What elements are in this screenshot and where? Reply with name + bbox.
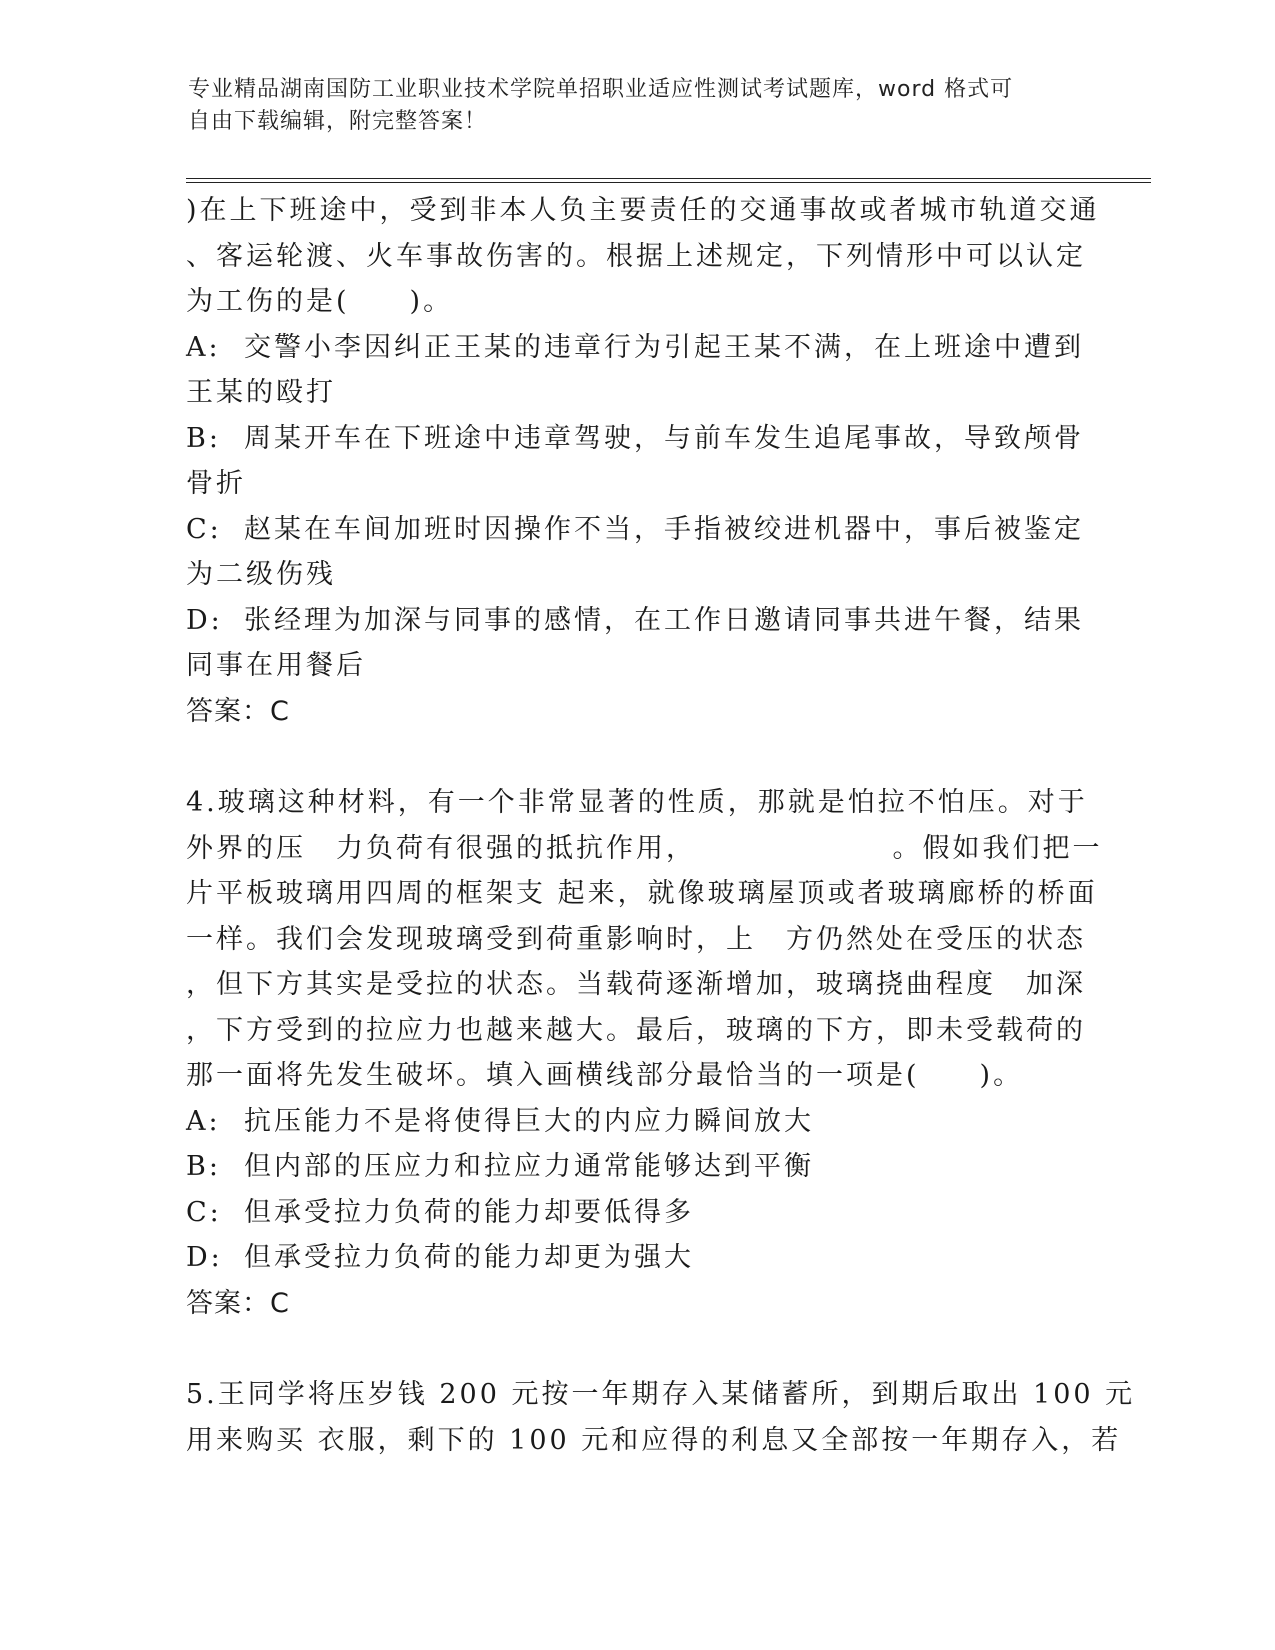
option-key: A: <box>186 1105 221 1137</box>
question-3 <box>186 188 1100 734</box>
page-header <box>188 74 1068 138</box>
question-4-option-c <box>186 1190 1086 1236</box>
question-4-stem-line: 片平板玻璃用四周的框架支 起来，就像玻璃屋顶或者玻璃廊桥的桥面 <box>186 878 1098 909</box>
question-5-stem-line: 用来购买 衣服，剩下的 100 元和应得的利息又全部按一年期存入，若 <box>186 1424 1122 1456</box>
header-divider-bottom <box>186 182 1151 183</box>
header-line-2: 自由下载编辑，附完整答案！ <box>188 109 488 134</box>
option-text: 但承受拉力负荷的能力却更为强大 <box>244 1242 694 1273</box>
question-3-option-d <box>186 598 1086 689</box>
option-text: 周某开车在下班途中违章驾驶，与前车发生追尾事故，导致颅骨 <box>244 422 1084 454</box>
page-content <box>186 188 1136 1463</box>
option-key: A: <box>186 331 221 363</box>
spacer <box>186 734 1086 780</box>
question-4-option-d <box>186 1235 1086 1281</box>
option-text: 但内部的压应力和拉应力通常能够达到平衡 <box>244 1151 814 1182</box>
question-4-stem-line: ，下方受到的拉应力也越来越大。最后，玻璃的下方，即未受载荷的 <box>186 1014 1086 1046</box>
option-text: 赵某在车间加班时因操作不当，手指被绞进机器中，事后被鉴定 <box>244 513 1084 545</box>
option-key: C: <box>186 513 222 545</box>
option-text-continued: 为二级伤残 <box>186 559 336 590</box>
question-3-option-a <box>186 325 1086 416</box>
option-text: 抗压能力不是将使得巨大的内应力瞬间放大 <box>244 1105 814 1137</box>
spacer <box>186 1326 1086 1372</box>
question-3-answer: 答案：C <box>186 695 290 727</box>
question-3-stem-line: 为工伤的是( )。 <box>186 286 454 317</box>
question-3-option-c <box>186 507 1086 598</box>
option-key: B: <box>186 1151 221 1182</box>
option-key: C: <box>186 1196 222 1228</box>
header-divider-top <box>186 178 1151 179</box>
option-text-continued: 骨折 <box>186 468 246 499</box>
option-text: 张经理为加深与同事的感情，在工作日邀请同事共进午餐，结果 <box>244 604 1084 636</box>
option-text: 交警小李因纠正王某的违章行为引起王某不满，在上班途中遭到 <box>244 331 1084 363</box>
option-text-continued: 同事在用餐后 <box>186 650 366 681</box>
question-5 <box>186 1372 1136 1463</box>
option-key: D: <box>186 1242 223 1273</box>
question-4-stem-line: 4.玻璃这种材料，有一个非常显著的性质，那就是怕拉不怕压。对于 <box>186 787 1088 818</box>
option-text-continued: 王某的殴打 <box>186 377 336 408</box>
question-4-stem-line: ，但下方其实是受拉的状态。当载荷逐渐增加，玻璃挠曲程度 加深 <box>186 969 1086 1000</box>
question-5-stem-line: 5.王同学将压岁钱 200 元按一年期存入某储蓄所，到期后取出 100 元 <box>186 1379 1136 1410</box>
question-3-stem-line: 、客运轮渡、火车事故伤害的。根据上述规定，下列情形中可以认定 <box>186 240 1086 272</box>
question-4-answer: 答案：C <box>186 1287 290 1319</box>
question-3-option-b <box>186 416 1086 507</box>
question-4-stem-line: 那一面将先发生破坏。填入画横线部分最恰当的一项是( )。 <box>186 1060 1024 1091</box>
question-4-stem-line: 外界的压 力负荷有很强的抵抗作用， 。假如我们把一 <box>186 832 1103 864</box>
option-key: D: <box>186 604 223 636</box>
option-text: 但承受拉力负荷的能力却要低得多 <box>244 1196 694 1228</box>
question-4-option-a <box>186 1099 1086 1145</box>
question-3-stem-line: )在上下班途中，受到非本人负主要责任的交通事故或者城市轨道交通 <box>186 195 1100 226</box>
question-4 <box>186 780 1103 1326</box>
question-4-option-b <box>186 1144 1086 1190</box>
question-4-stem-line: 一样。我们会发现玻璃受到荷重影响时，上 方仍然处在受压的状态 <box>186 923 1086 955</box>
option-key: B: <box>186 422 221 454</box>
header-line-1: 专业精品湖南国防工业职业技术学院单招职业适应性测试考试题库，word 格式可 <box>188 77 1014 102</box>
